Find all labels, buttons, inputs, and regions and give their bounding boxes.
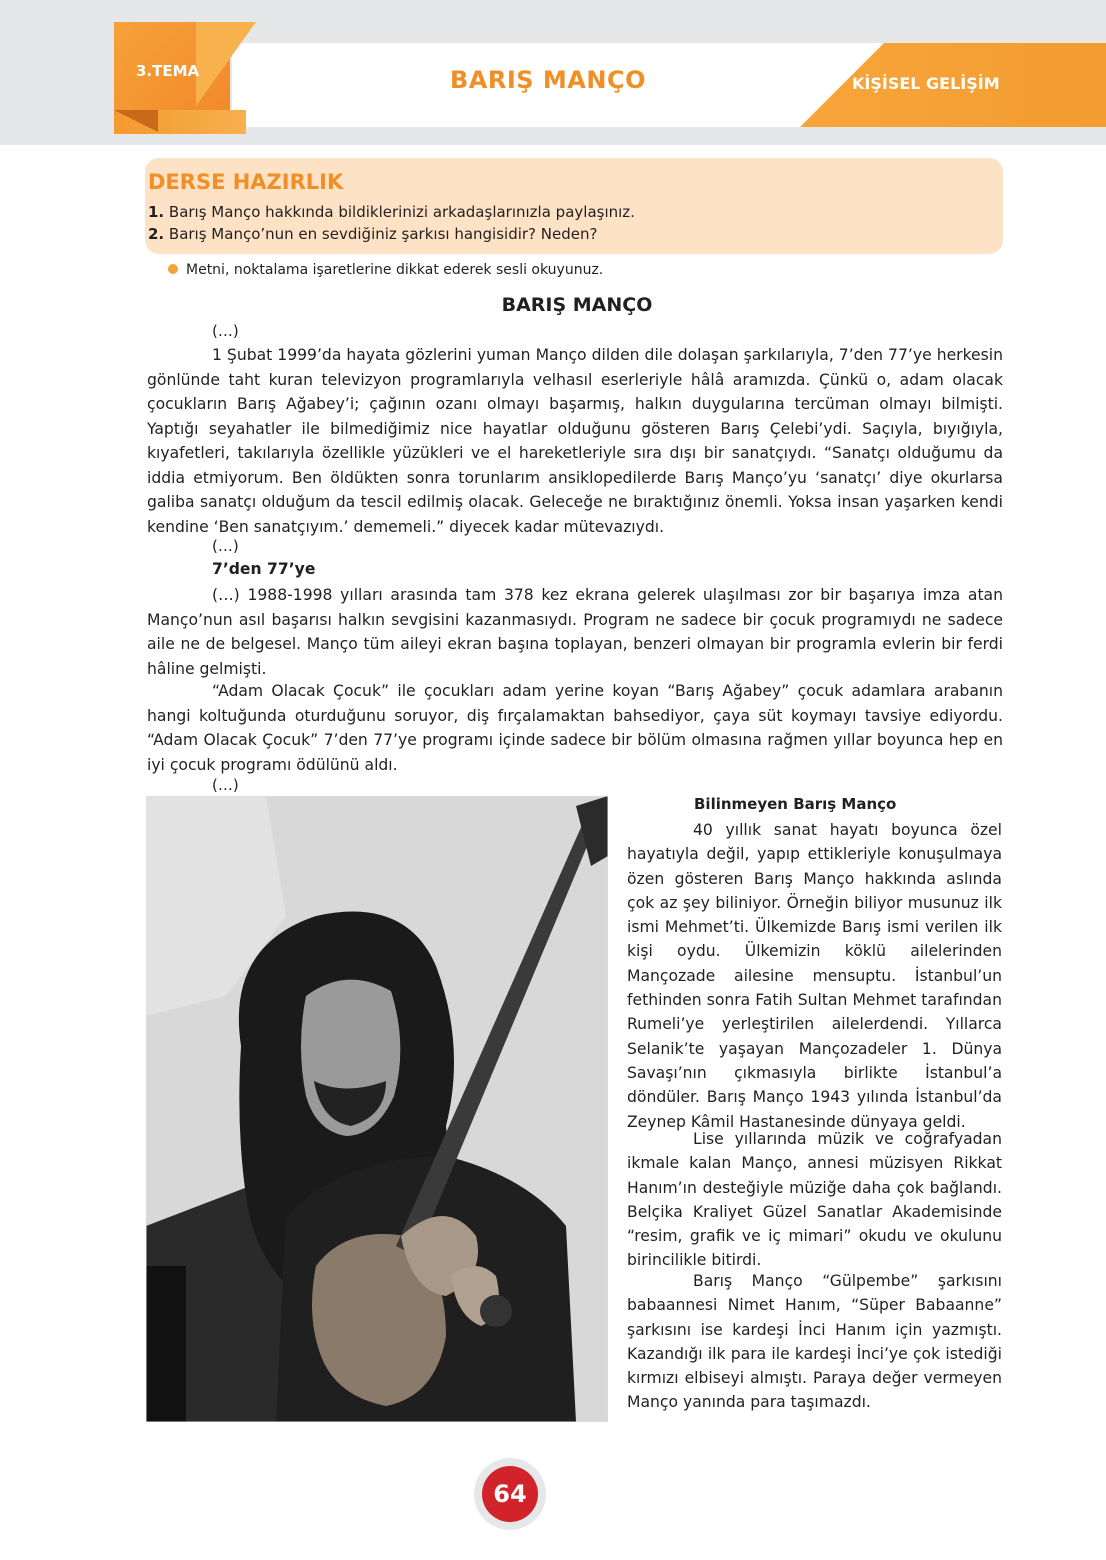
instruction-text: Metni, noktalama işaretlerine dikkat ederek sesli okuyunuz. [186, 262, 604, 278]
ellipsis-2: (…) [212, 537, 239, 555]
article-title-text: BARIŞ MANÇO [501, 294, 653, 316]
ellipsis-3: (…) [212, 776, 239, 794]
tema-label: 3.TEMA [136, 62, 200, 80]
paragraph-1: 1 Şubat 1999’da hayata gözlerini yuman Manço dilden dile dolaşan şarkılarıyla, 7’den 77’ye herkesin gönlünde taht kuran televizyon programlarıyla velhasıl eserleriyle hâlâ aramızda. Çünkü o, adam olacak çocukların Barış Ağabey’i; çağının ozanı olmayı başarmış, halkın duygularına tercüman olmayı bilmişti. Yaptığı seyahatler ile bilmediğimiz nice hayatlar olduğunu gösteren Barış Çelebi’ydi. Saçıyla, bıyığıyla, kıyafetleri, takılarıyla özellikle yüzükleri ve el hareketleriyle sıra dışı bir sanatçıydı. “Sanatçı olduğumu da iddia etmiyorum. Ben öldükten sonra torunlarım ansiklopedilerde Barış Manço’yu ‘sanatçı’ diye okurlarsa galiba sanatçı olduğum da tescil edilmiş olacak. Geleceğe ne bıraktığınız önemli. Yoksa insan yaşarken kendi kendine ‘Ben sanatçıyım.’ dememeli.” diyecek kadar mütevazıydı. [147, 346, 1003, 536]
sidebar-paragraph-3: Barış Manço “Gülpembe” şarkısını babaannesi Nimet Hanım, “Süper Babaanne” şarkısını ise kardeşi İnci Hanım için yazmıştı. Kazandığı ilk para ile kardeşi İnci’ye çok istediği kırmızı elbiseyi almıştı. Paraya değer vermeyen Manço yanında para taşımazdı. [627, 1272, 1002, 1412]
paragraph-2: (…) 1988-1998 yılları arasında tam 378 kez ekrana gelerek ulaşılması zor bir başarıya imza atan Manço’nun asıl başarısı halkın sevgisini kazanmasıydı. Program ne sadece bir çocuk programıydı ne sadece aile ne de belgesel. Manço tüm aileyi ekran başına toplayan, benzeri olmayan bir programla evlerin bir ferdi hâline gelmişti. [147, 586, 1003, 678]
prep-question-2-number: 2. [148, 225, 165, 243]
prep-question-1-number: 1. [148, 203, 165, 221]
page-title: BARIŞ MANÇO [450, 66, 646, 94]
sidebar-title: Bilinmeyen Barış Manço [694, 795, 897, 813]
tema-ribbon-tail [114, 110, 158, 132]
prep-title: DERSE HAZIRLIK [148, 170, 344, 194]
prep-question-1-text: Barış Manço hakkında bildiklerinizi arkadaşlarınızla paylaşınız. [164, 203, 635, 221]
instruction [168, 262, 603, 278]
portrait-photo [146, 796, 608, 1422]
paragraph-3: “Adam Olacak Çocuk” ile çocukları adam yerine koyan “Barış Ağabey” çocuk adamlara arabanın hangi koltuğunda oturduğunu soruyor, diş fırçalamaktan bahsediyor, çaya süt koymayı tavsiye ediyordu. “Adam Olacak Çocuk” 7’den 77’ye programı içinde sadece bir bölüm olmasına rağmen yıllar boyunca hep en iyi çocuk programı ödülünü aldı. [147, 682, 1003, 774]
article-title [0, 294, 1106, 316]
tema-tab-fold [196, 22, 256, 106]
prep-question-1 [148, 203, 635, 221]
subheading: 7’den 77’ye [212, 560, 316, 578]
section-label: KİŞİSEL GELİŞİM [852, 74, 1000, 93]
prep-question-2 [148, 225, 597, 243]
prep-question-2-text: Barış Manço’nun en sevdiğiniz şarkısı hangisidir? Neden? [164, 225, 598, 243]
ellipsis-1: (…) [212, 322, 239, 340]
bullet-icon [168, 264, 178, 274]
sidebar-paragraph-2: Lise yıllarında müzik ve coğrafyadan ikmale kalan Manço, annesi müzisyen Rikkat Hanım’ın desteğiyle müziğe daha çok bağlandı. Belçika Kraliyet Güzel Sanatlar Akademisinde “resim, grafik ve iç mimari” okudu ve okulunu birincilikle bitirdi. [627, 1130, 1002, 1270]
sidebar-paragraph-1: 40 yıllık sanat hayatı boyunca özel hayatıyla değil, yapıp ettikleriyle konuşulmaya özen gösteren Barış Manço hakkında aslında çok az şey biliniyor. Örneğin biliyor musunuz ilk ismi Mehmet’ti. Ülkemizde Barış ismi verilen ilk kişi oydu. Ülkemizin köklü ailelerinden Mançozade ailesine mensuptu. İstanbul’un fethinden sonra Fatih Sultan Mehmet tarafından Rumeli’ye yerleştirilen ailelerdendi. Yıllarca Selanik’te yaşayan Mançozadeler 1. Dünya Savaşı’nın çıkmasıyla birlikte İstanbul’a döndüler. Barış Manço 1943 yılında İstanbul’da Zeynep Kâmil Hastanesinde dünyaya geldi. [627, 821, 1002, 1131]
page-number: 64 [482, 1466, 538, 1522]
